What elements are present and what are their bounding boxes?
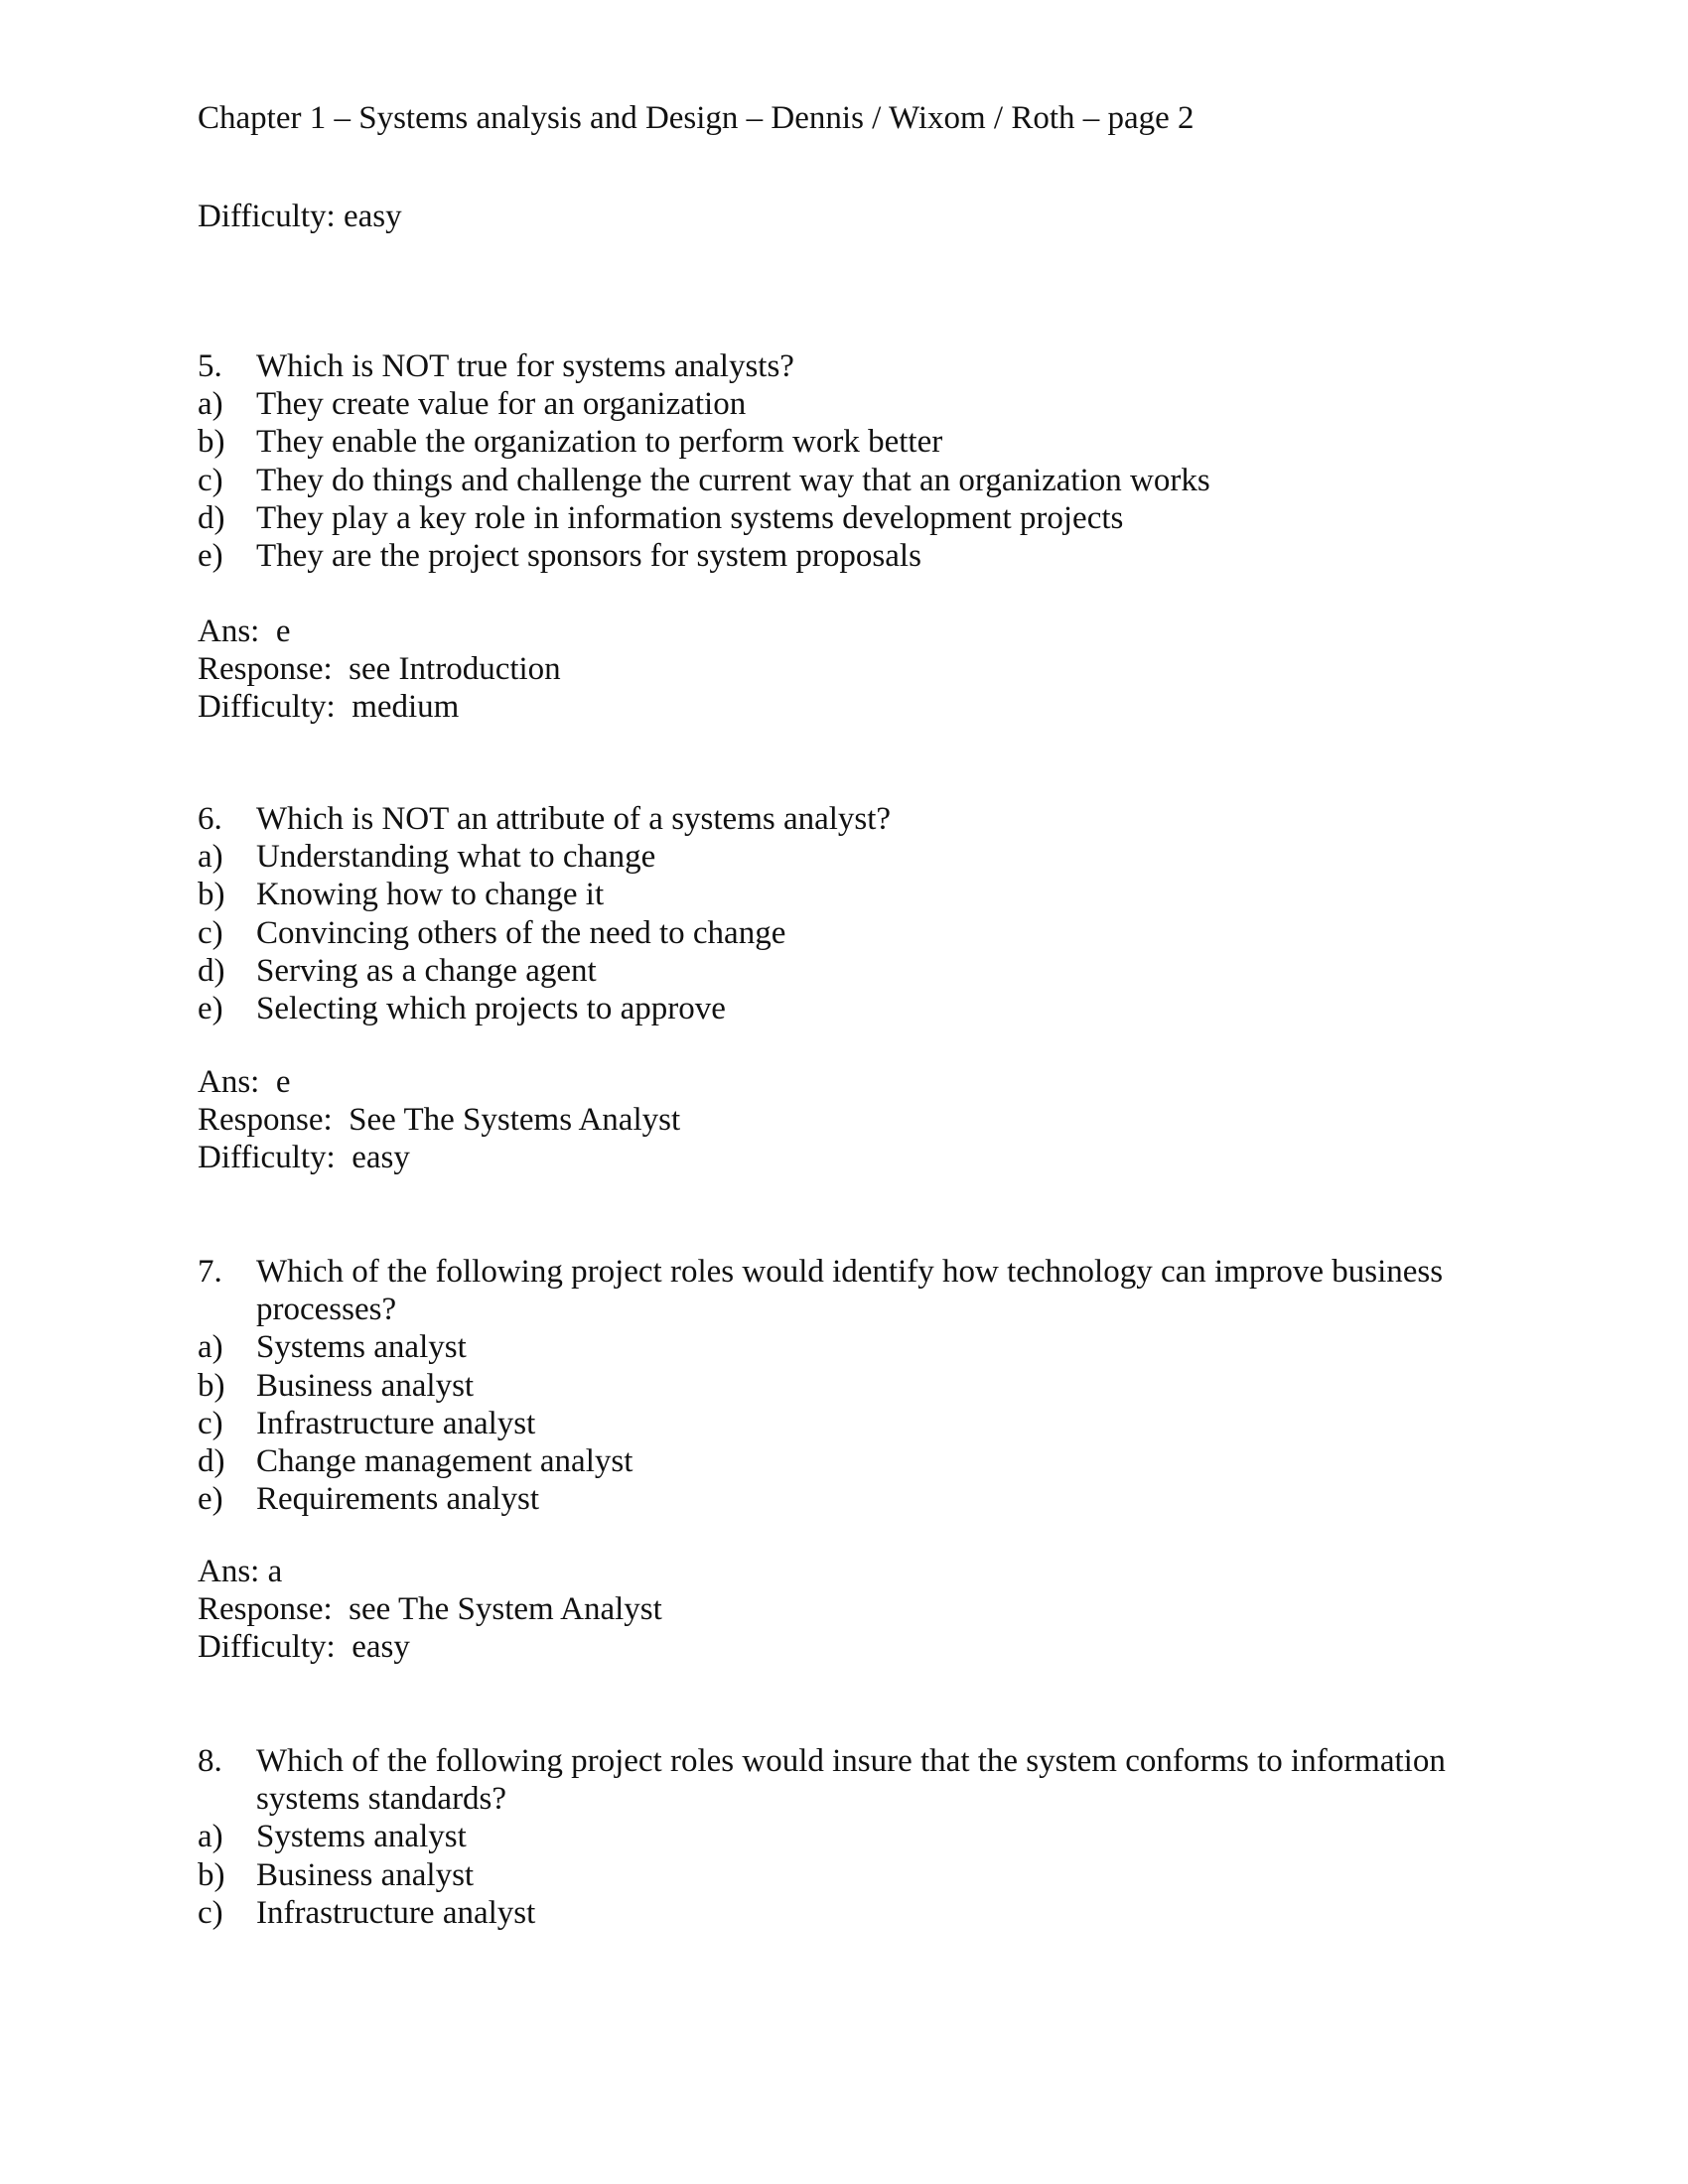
item-label: c) [198, 462, 223, 498]
answer-option [198, 385, 1488, 423]
item-text: Which of the following project roles would insure that the system conforms to information systems standards? [256, 1743, 1446, 1818]
item-text: Which of the following project roles would identify how technology can improve business processes? [256, 1254, 1444, 1328]
item-label: d) [198, 1443, 225, 1480]
item-text: Requirements analyst [256, 1481, 540, 1518]
item-label: b) [198, 1856, 225, 1893]
item-label: 5. [198, 348, 222, 384]
item-text: Business analyst [256, 1856, 475, 1893]
item-label: 8. [198, 1743, 222, 1779]
difficulty-text: Difficulty: easy [198, 1140, 410, 1176]
question-stem [198, 1253, 1488, 1328]
answer-block [198, 1553, 1488, 1667]
answer-option [198, 499, 1488, 537]
answer-option [198, 1442, 1488, 1480]
item-label: a) [198, 1329, 223, 1366]
previous-difficulty: Difficulty: easy [198, 199, 402, 234]
response-text: Response: See The Systems Analyst [198, 1102, 681, 1139]
difficulty-text: Difficulty: medium [198, 689, 460, 726]
item-label: d) [198, 952, 225, 989]
item-text: Infrastructure analyst [256, 1405, 536, 1441]
response-text: Response: see The System Analyst [198, 1591, 662, 1628]
item-text: Systems analyst [256, 1819, 467, 1855]
answer-option [198, 1856, 1488, 1894]
item-text: Understanding what to change [256, 839, 656, 876]
answer-block [198, 613, 1488, 727]
answer-option [198, 1405, 1488, 1442]
answer-option [198, 1818, 1488, 1855]
question-7 [198, 1253, 1488, 1518]
item-text: Business analyst [256, 1367, 475, 1404]
item-label: e) [198, 538, 223, 575]
item-label: c) [198, 914, 223, 951]
item-text: Serving as a change agent [256, 952, 597, 989]
item-text: They do things and challenge the current way that an organization works [256, 462, 1210, 498]
answer-option [198, 952, 1488, 990]
question-6 [198, 800, 1488, 1027]
item-text: They play a key role in information systems development projects [256, 499, 1124, 536]
item-label: 7. [198, 1254, 222, 1290]
answer-block [198, 1063, 1488, 1177]
item-text: They create value for an organization [256, 386, 747, 423]
page-header: Chapter 1 – Systems analysis and Design – Dennis / Wixom / Roth – page 2 [198, 100, 1195, 136]
item-text: Which is NOT true for systems analysts? [256, 348, 794, 384]
question-8 [198, 1742, 1488, 1932]
item-label: a) [198, 386, 223, 423]
item-label: b) [198, 877, 225, 913]
item-text: Change management analyst [256, 1443, 633, 1480]
answer-option [198, 1367, 1488, 1405]
question-stem [198, 347, 1488, 385]
difficulty-text: Difficulty: easy [198, 1629, 410, 1666]
answer-option [198, 838, 1488, 876]
question-stem [198, 1742, 1488, 1818]
question-5 [198, 347, 1488, 575]
answer-option [198, 1894, 1488, 1932]
item-label: e) [198, 1481, 223, 1518]
item-text: They are the project sponsors for system proposals [256, 538, 921, 575]
item-label: d) [198, 499, 225, 536]
item-label: a) [198, 1819, 223, 1855]
item-text: Infrastructure analyst [256, 1894, 536, 1931]
answer-option [198, 462, 1488, 499]
answer-option [198, 1328, 1488, 1366]
item-label: a) [198, 839, 223, 876]
answer-option [198, 990, 1488, 1027]
answer-option [198, 914, 1488, 952]
answer-option [198, 1480, 1488, 1518]
question-stem [198, 800, 1488, 838]
item-label: 6. [198, 801, 222, 837]
item-label: e) [198, 991, 223, 1027]
item-text: Systems analyst [256, 1329, 467, 1366]
item-text: Which is NOT an attribute of a systems analyst? [256, 801, 892, 837]
item-text: They enable the organization to perform work better [256, 424, 943, 461]
item-label: c) [198, 1894, 223, 1931]
answer-option [198, 423, 1488, 461]
item-label: b) [198, 424, 225, 461]
item-label: b) [198, 1367, 225, 1404]
item-text: Convincing others of the need to change [256, 914, 786, 951]
item-text: Knowing how to change it [256, 877, 605, 913]
item-label: c) [198, 1405, 223, 1441]
ans-text: Ans: e [198, 614, 291, 649]
answer-option [198, 537, 1488, 575]
item-text: Selecting which projects to approve [256, 991, 726, 1027]
answer-option [198, 876, 1488, 913]
response-text: Response: see Introduction [198, 651, 561, 688]
ans-text: Ans: a [198, 1554, 283, 1589]
ans-text: Ans: e [198, 1064, 291, 1100]
